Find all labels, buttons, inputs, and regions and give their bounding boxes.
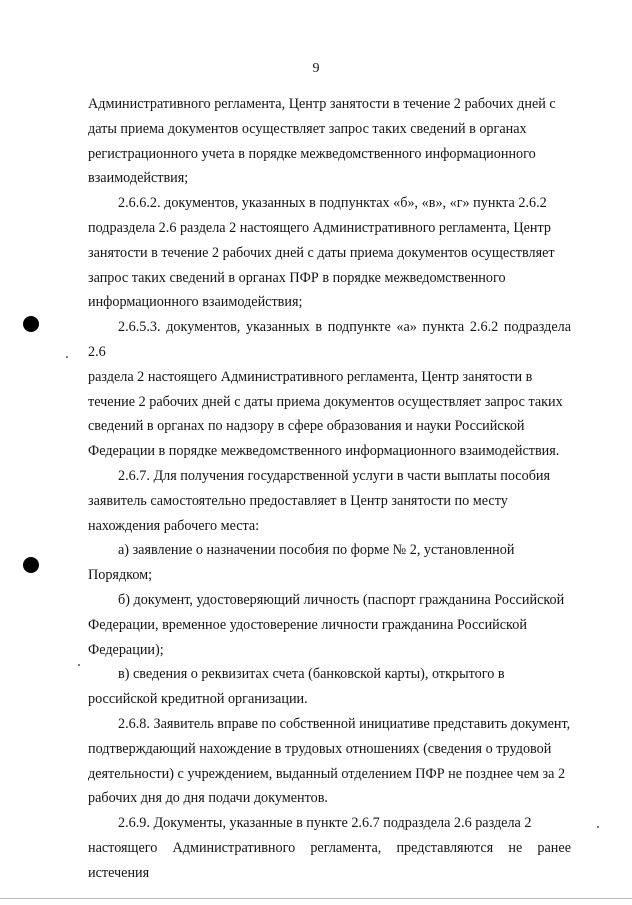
scan-bottom-edge xyxy=(0,898,632,899)
punch-hole-bottom xyxy=(23,557,39,573)
scan-speck xyxy=(66,356,68,358)
list-item-v: в) сведения о реквизитах счета (банковской карты), открытого в российской кредитной организации. xyxy=(88,666,505,708)
paragraph-2-6-8: 2.6.8. Заявитель вправе по собственной инициативе представить документ, подтверждающий нахождение в трудовых отношениях (сведения о трудовой деятельности) с учреждением, выданный отделением ПФР не позднее чем за 2 рабочих дня до дня подачи документов. xyxy=(88,715,571,807)
scan-speck xyxy=(78,664,80,666)
list-item-a: а) заявление о назначении пособия по форме № 2, установленной Порядком; xyxy=(88,542,515,584)
paragraph-2-6-9: 2.6.9. Документы, указанные в пункте 2.6.7 подраздела 2.6 раздела 2 настоящего Административного регламента, представляются не ранее истечения xyxy=(88,815,571,881)
punch-hole-top xyxy=(23,316,39,332)
paragraph-2-6-5-3: 2.6.5.3. документов, указанных в подпункте «а» пункта 2.6.2 подраздела 2.6 раздела 2 настоящего Административного регламента, Центр занятости в течение 2 рабочих дней с даты приема документов осуществляет запрос таких сведений в органах по надзору в сфере образования и науки Российской Федерации в порядке межведомственного информационного взаимодействия. xyxy=(88,319,571,460)
paragraph-2-6-7: 2.6.7. Для получения государственной услуги в части выплаты пособия заявитель самостоятельно предоставляет в Центр занятости по месту нахождения рабочего места: xyxy=(88,467,551,534)
list-item-b: б) документ, удостоверяющий личность (паспорт гражданина Российской Федерации, временное удостоверение личности гражданина Российской Федерации); xyxy=(88,591,565,658)
paragraph-2-6-6-2: 2.6.6.2. документов, указанных в подпунктах «б», «в», «г» пункта 2.6.2 подраздела 2.6 раздела 2 настоящего Административного регламента, Центр занятости в течение 2 рабочих дней с даты приема документов осуществляет запрос таких сведений в органах ПФР в порядке межведомственного информационного взаимодействия; xyxy=(88,195,555,311)
document-body xyxy=(88,92,571,886)
paragraph-continuation: Административного регламента, Центр занятости в течение 2 рабочих дней с даты приема документов осуществляет запрос таких сведений в органах регистрационного учета в порядке межведомственного информационного взаимодействия; xyxy=(88,96,556,187)
page-number: 9 xyxy=(312,61,320,76)
scan-speck xyxy=(597,826,599,828)
